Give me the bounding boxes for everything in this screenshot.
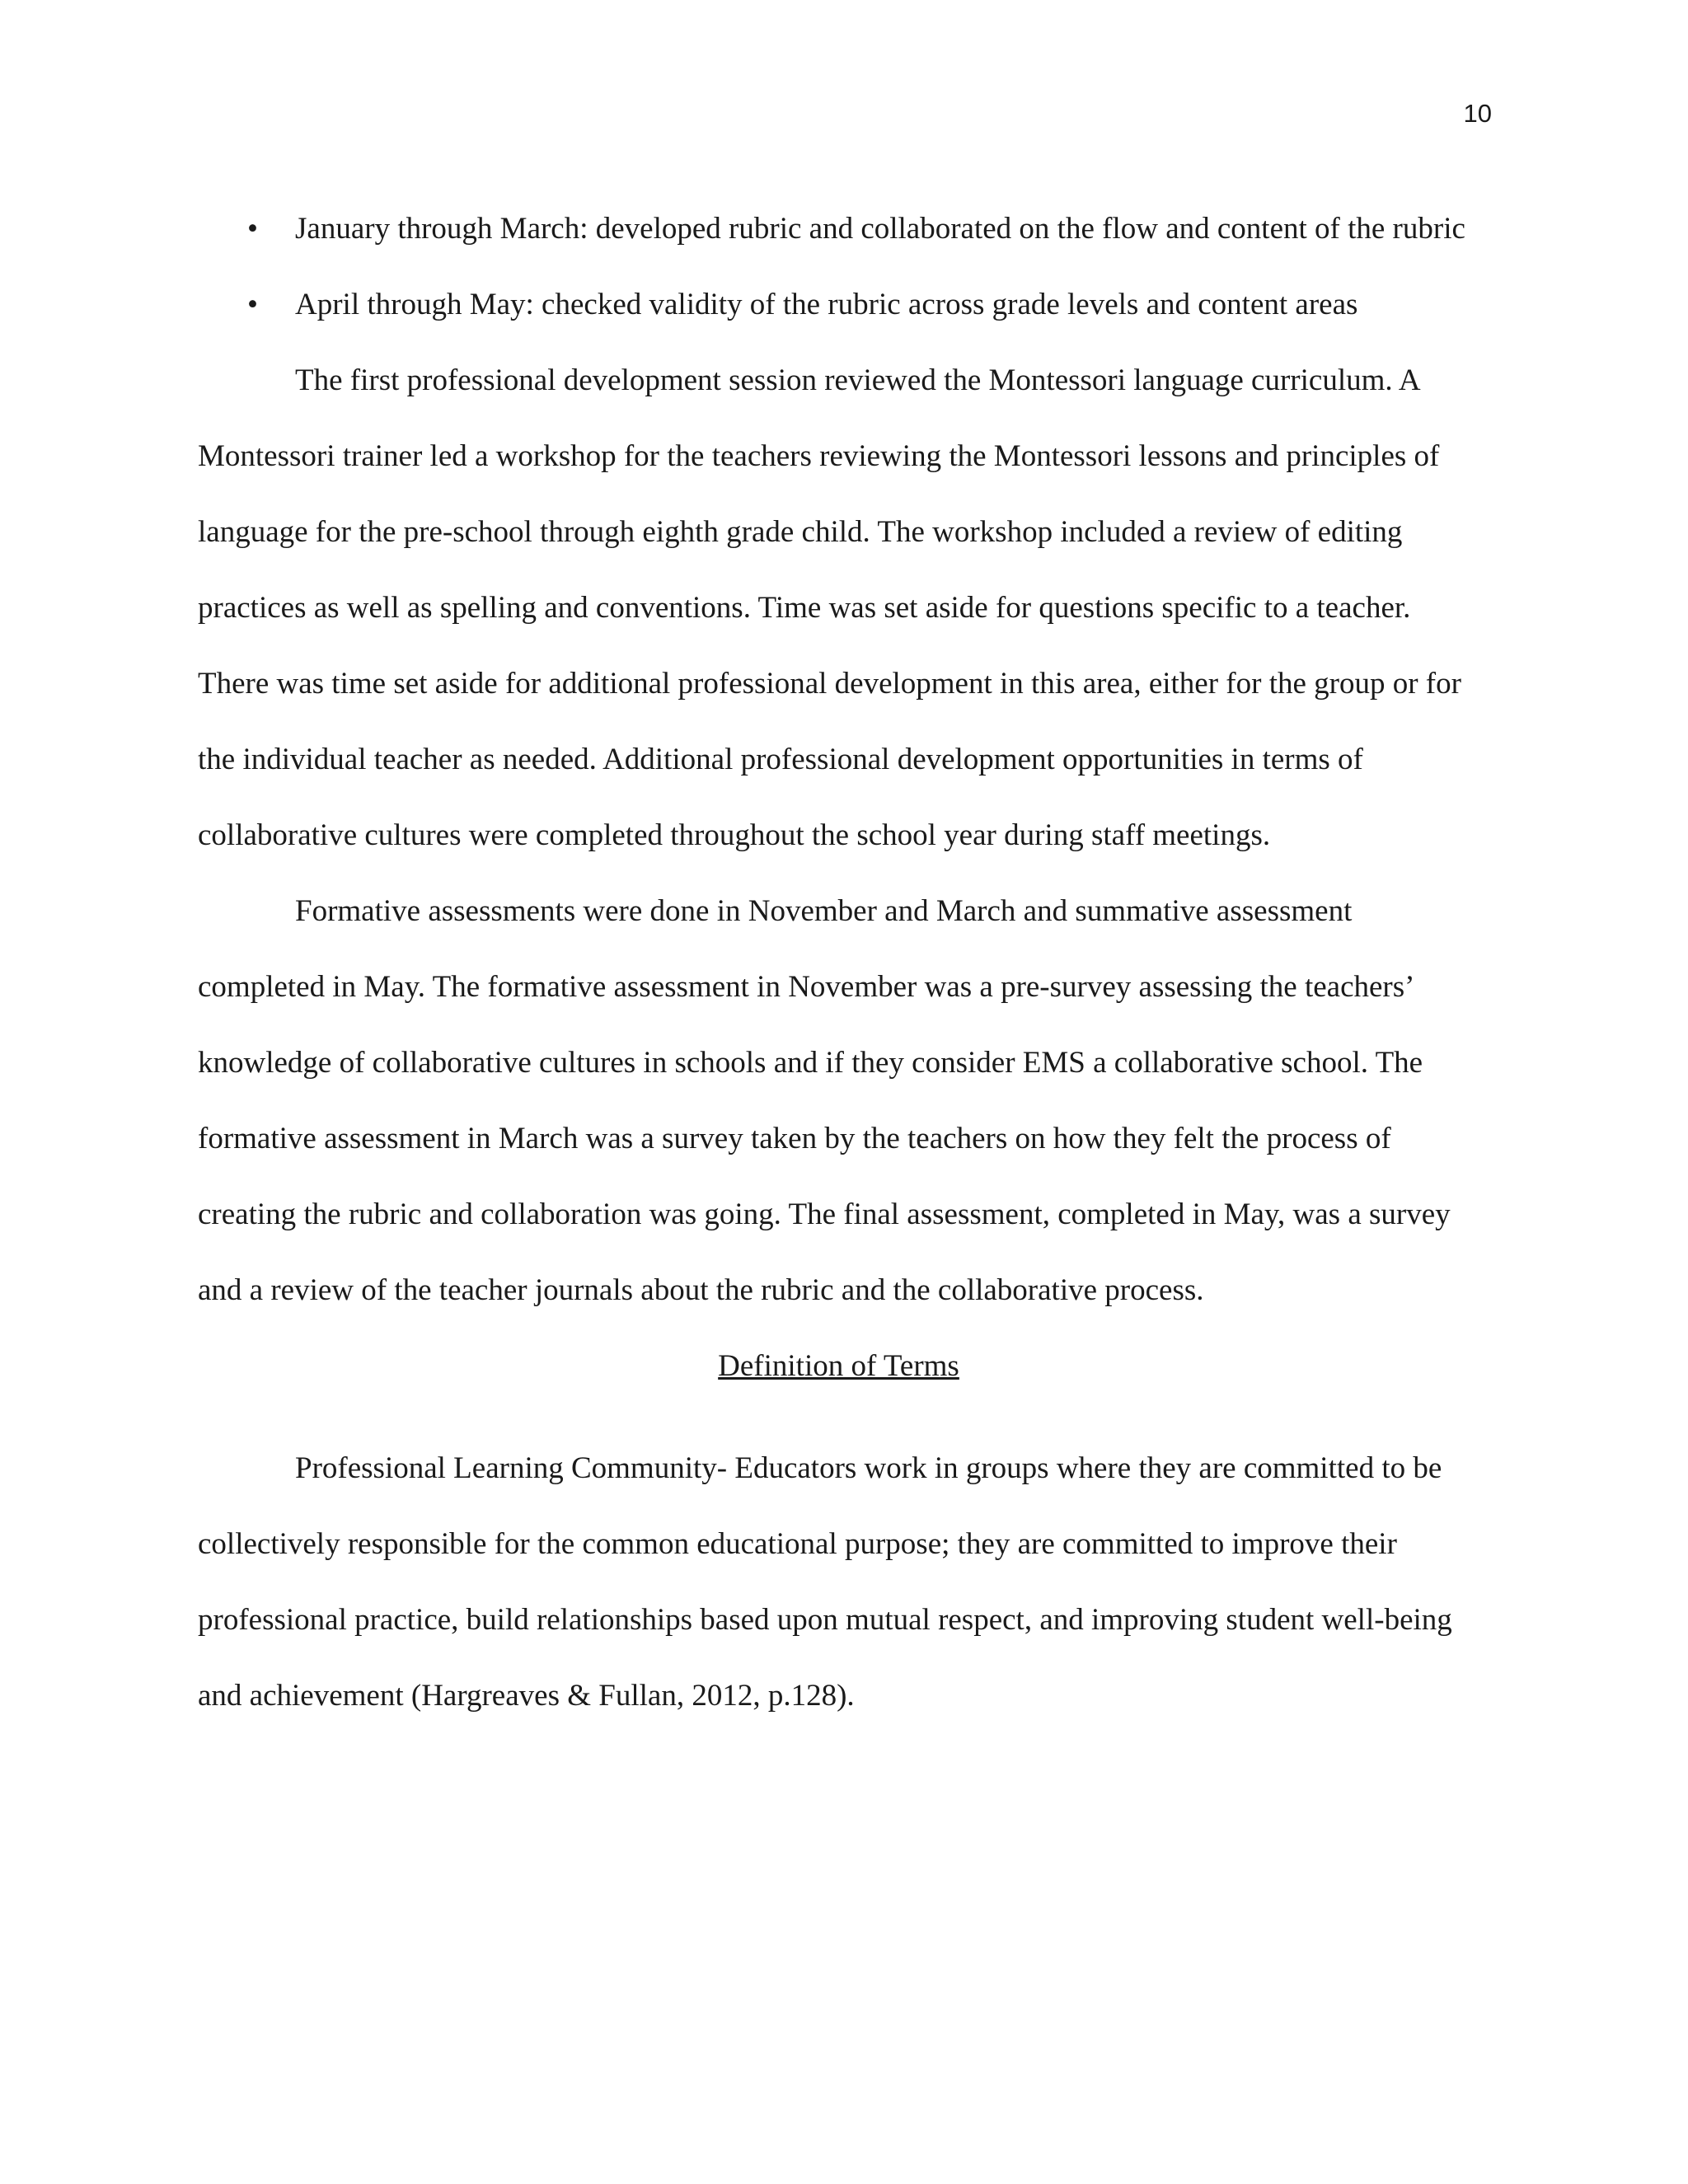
paragraph-assessments: Formative assessments were done in November and March and summative assessment completed in May. The formative assessment in November was a pre-survey assessing the teachers’ knowledge of collaborative cultures in schools and if they consider EMS a collaborative school. The formative assessment in March was a survey taken by the teachers on how they felt the process of creating the rubric and collaboration was going. The final assessment, completed in May, was a survey and a review of the teacher journals about the rubric and the collaborative process. [198,894,1451,1307]
paragraph-professional-development: The first professional development session reviewed the Montessori language curriculum. A Montessori trainer led a workshop for the teachers reviewing the Montessori lessons and principles of language for the pre-school through eighth grade child. The workshop included a review of editing practices as well as spelling and conventions. Time was set aside for questions specific to a teacher. There was time set aside for additional professional development in this area, either for the group or for the individual teacher as needed. Additional professional development opportunities in terms of collaborative cultures were completed throughout the school year during staff meetings. [198,363,1461,852]
bullet-text: April through May: checked validity of the rubric across grade levels and content areas [295,288,1358,321]
paragraph-definition: Professional Learning Community- Educators work in groups where they are committed to be collectively responsible for the common educational purpose; they are committed to improve their professional practice, build relationships based upon mutual respect, and improving student well-being and achievement (Hargreaves & Fullan, 2012, p.128). [198,1451,1452,1713]
timeline-bullet [198,191,1479,267]
bullet-text: January through March: developed rubric and collaborated on the flow and content of the rubric [295,212,1465,246]
bullet-icon: • [247,212,258,246]
page-number: 10 [1463,99,1492,128]
bullet-icon: • [247,288,258,321]
section-heading: Definition of Terms [718,1349,959,1383]
timeline-bullet [198,267,1479,343]
document-body [198,191,1479,1734]
